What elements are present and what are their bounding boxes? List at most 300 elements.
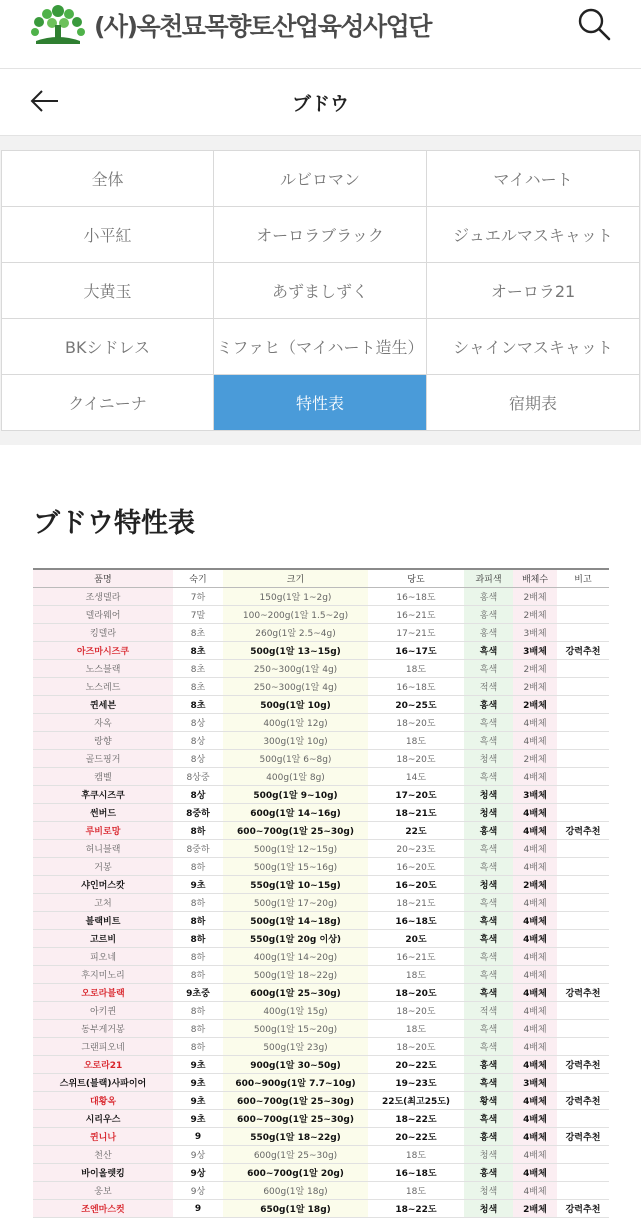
skin-color-cell: 홍색 [464, 822, 513, 840]
logo[interactable] [30, 3, 431, 47]
sugar-cell: 22도(최고25도) [368, 1092, 464, 1110]
table-row [33, 1146, 609, 1164]
skin-color-cell: 흑색 [464, 930, 513, 948]
skin-color-cell: 청색 [464, 1146, 513, 1164]
variety-cell: 루비로망 [33, 822, 173, 840]
category-tab[interactable]: ルビロマン [214, 151, 427, 207]
note-cell: 강력추천 [557, 822, 609, 840]
variety-cell: 퀸니나 [33, 1128, 173, 1146]
note-cell [557, 1182, 609, 1200]
search-button[interactable] [577, 7, 611, 41]
size-cell: 400g(1알 14~20g) [223, 948, 368, 966]
table-row [33, 1038, 609, 1056]
ploidy-cell: 4배체 [513, 894, 557, 912]
ploidy-cell: 4배체 [513, 714, 557, 732]
note-cell [557, 930, 609, 948]
table-row [33, 930, 609, 948]
category-tab[interactable]: マイハート [427, 151, 640, 207]
variety-cell: 델라웨어 [33, 606, 173, 624]
category-tab[interactable]: 全体 [2, 151, 214, 207]
variety-cell: 랑향 [33, 732, 173, 750]
sugar-cell: 16~18도 [368, 678, 464, 696]
ripening-cell: 9초 [173, 1110, 223, 1128]
size-cell: 600g(1알 14~16g) [223, 804, 368, 822]
size-cell: 500g(1알 10g) [223, 696, 368, 714]
note-cell [557, 948, 609, 966]
note-cell [557, 696, 609, 714]
table-row [33, 822, 609, 840]
variety-cell: 후지미노리 [33, 966, 173, 984]
size-cell: 500g(1알 13~15g) [223, 642, 368, 660]
note-cell: 강력추천 [557, 1056, 609, 1074]
sugar-cell: 16~18도 [368, 1164, 464, 1182]
note-cell: 강력추천 [557, 984, 609, 1002]
variety-cell: 시리우스 [33, 1110, 173, 1128]
table-row [33, 768, 609, 786]
size-cell: 250~300g(1알 4g) [223, 660, 368, 678]
ploidy-cell: 4배체 [513, 948, 557, 966]
variety-cell: 거봉 [33, 858, 173, 876]
variety-cell: 허니블랙 [33, 840, 173, 858]
table-row [33, 1200, 609, 1218]
variety-cell: 웅보 [33, 1182, 173, 1200]
skin-color-cell: 홍색 [464, 1164, 513, 1182]
note-cell [557, 804, 609, 822]
ripening-cell: 8하 [173, 858, 223, 876]
size-cell: 250~300g(1알 4g) [223, 678, 368, 696]
size-cell: 400g(1알 12g) [223, 714, 368, 732]
ploidy-cell: 4배체 [513, 1146, 557, 1164]
skin-color-cell: 흑색 [464, 660, 513, 678]
size-cell: 600g(1알 25~30g) [223, 1146, 368, 1164]
note-cell [557, 786, 609, 804]
table-row [33, 1056, 609, 1074]
size-cell: 150g(1알 1~2g) [223, 588, 368, 606]
size-cell: 600g(1알 25~30g) [223, 984, 368, 1002]
table-row [33, 750, 609, 768]
note-cell [557, 1020, 609, 1038]
ripening-cell: 8초 [173, 624, 223, 642]
size-cell: 500g(1알 18~22g) [223, 966, 368, 984]
variety-cell: 킹델라 [33, 624, 173, 642]
ripening-cell: 8중하 [173, 804, 223, 822]
header-note: 비고 [557, 569, 609, 588]
ripening-cell: 8상 [173, 750, 223, 768]
size-cell: 550g(1알 20g 이상) [223, 930, 368, 948]
ripening-cell: 9상 [173, 1164, 223, 1182]
ripening-cell: 9상 [173, 1182, 223, 1200]
sugar-cell: 18도 [368, 966, 464, 984]
header-variety: 품명 [33, 569, 173, 588]
ripening-cell: 8초 [173, 660, 223, 678]
ripening-cell: 7말 [173, 606, 223, 624]
note-cell [557, 624, 609, 642]
skin-color-cell: 흑색 [464, 732, 513, 750]
variety-cell: 노스블랙 [33, 660, 173, 678]
ripening-cell: 8하 [173, 930, 223, 948]
table-row [33, 624, 609, 642]
note-cell [557, 894, 609, 912]
size-cell: 100~200g(1알 1.5~2g) [223, 606, 368, 624]
category-tab[interactable]: 小平紅 [2, 207, 214, 263]
variety-cell: 동부게거봉 [33, 1020, 173, 1038]
table-row [33, 840, 609, 858]
ploidy-cell: 4배체 [513, 1092, 557, 1110]
sugar-cell: 16~20도 [368, 858, 464, 876]
note-cell [557, 606, 609, 624]
variety-cell: 조생델라 [33, 588, 173, 606]
sugar-cell: 16~21도 [368, 606, 464, 624]
sugar-cell: 18~21도 [368, 894, 464, 912]
ploidy-cell: 2배체 [513, 696, 557, 714]
size-cell: 600~700g(1알 25~30g) [223, 1092, 368, 1110]
ploidy-cell: 2배체 [513, 660, 557, 678]
variety-cell: 오로라블랙 [33, 984, 173, 1002]
header-sugar: 당도 [368, 569, 464, 588]
sugar-cell: 16~20도 [368, 876, 464, 894]
skin-color-cell: 청색 [464, 750, 513, 768]
variety-cell: 오로라21 [33, 1056, 173, 1074]
skin-color-cell: 흑색 [464, 1020, 513, 1038]
section-title: ブドウ特性表 [33, 508, 195, 539]
ripening-cell: 8초 [173, 696, 223, 714]
size-cell: 260g(1알 2.5~4g) [223, 624, 368, 642]
ploidy-cell: 3배체 [513, 1074, 557, 1092]
category-grid [1, 150, 640, 431]
ploidy-cell: 4배체 [513, 804, 557, 822]
sugar-cell: 18~20도 [368, 1002, 464, 1020]
ploidy-cell: 2배체 [513, 1200, 557, 1218]
skin-color-cell: 홍색 [464, 606, 513, 624]
note-cell: 강력추천 [557, 1128, 609, 1146]
variety-cell: 퀸세븐 [33, 696, 173, 714]
variety-cell: 피오네 [33, 948, 173, 966]
note-cell: 강력추천 [557, 1092, 609, 1110]
table-row [33, 858, 609, 876]
ploidy-cell: 2배체 [513, 678, 557, 696]
size-cell: 550g(1알 18~22g) [223, 1128, 368, 1146]
note-cell [557, 768, 609, 786]
ploidy-cell: 4배체 [513, 1128, 557, 1146]
category-tab[interactable]: オーロラ21 [427, 263, 640, 319]
size-cell: 500g(1알 12~15g) [223, 840, 368, 858]
ripening-cell: 9 [173, 1128, 223, 1146]
category-tab[interactable]: 特性表 [214, 375, 427, 431]
table-row [33, 606, 609, 624]
size-cell: 500g(1알 9~10g) [223, 786, 368, 804]
variety-cell: 썬버드 [33, 804, 173, 822]
sugar-cell: 18~20도 [368, 984, 464, 1002]
note-cell [557, 912, 609, 930]
table-row [33, 912, 609, 930]
header-ripening: 숙기 [173, 569, 223, 588]
sugar-cell: 18~22도 [368, 1110, 464, 1128]
category-tab[interactable]: BKシドレス [2, 319, 214, 375]
skin-color-cell: 청색 [464, 1182, 513, 1200]
variety-cell: 고처 [33, 894, 173, 912]
ripening-cell: 8중하 [173, 840, 223, 858]
table-row [33, 660, 609, 678]
ripening-cell: 8하 [173, 1002, 223, 1020]
sugar-cell: 16~18도 [368, 588, 464, 606]
note-cell [557, 966, 609, 984]
variety-cell: 스위트(블랙)사파이어 [33, 1074, 173, 1092]
ploidy-cell: 2배체 [513, 750, 557, 768]
note-cell [557, 750, 609, 768]
note-cell [557, 876, 609, 894]
sugar-cell: 18도 [368, 1146, 464, 1164]
variety-cell: 노스레드 [33, 678, 173, 696]
tree-logo-icon [30, 3, 86, 47]
skin-color-cell: 홍색 [464, 1128, 513, 1146]
variety-cell: 블랙비트 [33, 912, 173, 930]
variety-cell: 대황옥 [33, 1092, 173, 1110]
ploidy-cell: 4배체 [513, 984, 557, 1002]
ripening-cell: 8하 [173, 1038, 223, 1056]
ripening-cell: 9초 [173, 1092, 223, 1110]
ploidy-cell: 2배체 [513, 588, 557, 606]
top-header [0, 0, 641, 69]
table-header-row [33, 569, 609, 588]
ploidy-cell: 4배체 [513, 768, 557, 786]
ripening-cell: 9상 [173, 1146, 223, 1164]
skin-color-cell: 청색 [464, 804, 513, 822]
skin-color-cell: 홍색 [464, 696, 513, 714]
size-cell: 300g(1알 10g) [223, 732, 368, 750]
skin-color-cell: 흑색 [464, 912, 513, 930]
category-tab[interactable]: 大黄玉 [2, 263, 214, 319]
category-menu [0, 136, 641, 445]
category-tab[interactable]: ジュエルマスキャット [427, 207, 640, 263]
table-row [33, 1074, 609, 1092]
ploidy-cell: 4배체 [513, 1056, 557, 1074]
table-row [33, 894, 609, 912]
skin-color-cell: 흑색 [464, 714, 513, 732]
sugar-cell: 22도 [368, 822, 464, 840]
size-cell: 600~700g(1알 20g) [223, 1164, 368, 1182]
sugar-cell: 17~21도 [368, 624, 464, 642]
skin-color-cell: 청색 [464, 786, 513, 804]
note-cell [557, 1110, 609, 1128]
table-row [33, 678, 609, 696]
ploidy-cell: 4배체 [513, 930, 557, 948]
ploidy-cell: 4배체 [513, 1038, 557, 1056]
sugar-cell: 18도 [368, 732, 464, 750]
ripening-cell: 8상 [173, 732, 223, 750]
ripening-cell: 9초 [173, 1074, 223, 1092]
header-size: 크기 [223, 569, 368, 588]
sugar-cell: 18도 [368, 660, 464, 678]
skin-color-cell: 흑색 [464, 984, 513, 1002]
sugar-cell: 18~22도 [368, 1200, 464, 1218]
variety-cell: 그랜피오네 [33, 1038, 173, 1056]
sugar-cell: 18~21도 [368, 804, 464, 822]
grape-characteristics-table [33, 568, 609, 1218]
skin-color-cell: 흑색 [464, 948, 513, 966]
skin-color-cell: 흑색 [464, 1038, 513, 1056]
category-tab[interactable]: クイニーナ [2, 375, 214, 431]
sugar-cell: 16~17도 [368, 642, 464, 660]
ripening-cell: 8하 [173, 894, 223, 912]
skin-color-cell: 홍색 [464, 624, 513, 642]
note-cell [557, 858, 609, 876]
table-row [33, 804, 609, 822]
sugar-cell: 20~25도 [368, 696, 464, 714]
size-cell: 600~900g(1알 7.7~10g) [223, 1074, 368, 1092]
table-row [33, 1002, 609, 1020]
note-cell [557, 1164, 609, 1182]
ploidy-cell: 4배체 [513, 1182, 557, 1200]
variety-cell: 바이올렛킹 [33, 1164, 173, 1182]
sugar-cell: 20~22도 [368, 1128, 464, 1146]
ripening-cell: 8초 [173, 642, 223, 660]
skin-color-cell: 적색 [464, 1002, 513, 1020]
category-tab[interactable]: 宿期表 [427, 375, 640, 431]
table-row [33, 1164, 609, 1182]
sugar-cell: 18~20도 [368, 714, 464, 732]
skin-color-cell: 흑색 [464, 894, 513, 912]
category-tab[interactable]: あずましずく [214, 263, 427, 319]
table-row [33, 1128, 609, 1146]
skin-color-cell: 흑색 [464, 840, 513, 858]
title-bar [0, 69, 641, 136]
sugar-cell: 18도 [368, 1182, 464, 1200]
ploidy-cell: 4배체 [513, 912, 557, 930]
ripening-cell: 8초 [173, 678, 223, 696]
ripening-cell: 8상중 [173, 768, 223, 786]
variety-cell: 아키퀸 [33, 1002, 173, 1020]
variety-cell: 고르비 [33, 930, 173, 948]
ploidy-cell: 4배체 [513, 1110, 557, 1128]
size-cell: 600g(1알 18g) [223, 1182, 368, 1200]
ripening-cell: 8상 [173, 714, 223, 732]
skin-color-cell: 홍색 [464, 1056, 513, 1074]
ripening-cell: 8하 [173, 912, 223, 930]
variety-cell: 캠벨 [33, 768, 173, 786]
skin-color-cell: 흑색 [464, 1110, 513, 1128]
size-cell: 900g(1알 30~50g) [223, 1056, 368, 1074]
ploidy-cell: 2배체 [513, 606, 557, 624]
table-row [33, 732, 609, 750]
search-icon [577, 7, 611, 41]
category-tab[interactable]: ミファヒ（マイハート造生） [214, 319, 427, 375]
note-cell [557, 1074, 609, 1092]
category-tab[interactable]: シャインマスキャット [427, 319, 640, 375]
table-row [33, 1182, 609, 1200]
note-cell [557, 588, 609, 606]
variety-cell: 아즈마시즈쿠 [33, 642, 173, 660]
ripening-cell: 8하 [173, 822, 223, 840]
size-cell: 400g(1알 8g) [223, 768, 368, 786]
ploidy-cell: 4배체 [513, 1002, 557, 1020]
variety-cell: 조엔마스컷 [33, 1200, 173, 1218]
size-cell: 500g(1알 15~16g) [223, 858, 368, 876]
note-cell: 강력추천 [557, 642, 609, 660]
ploidy-cell: 4배체 [513, 966, 557, 984]
sugar-cell: 16~21도 [368, 948, 464, 966]
table-row [33, 1020, 609, 1038]
skin-color-cell: 흑색 [464, 768, 513, 786]
sugar-cell: 20도 [368, 930, 464, 948]
size-cell: 500g(1알 14~18g) [223, 912, 368, 930]
ploidy-cell: 4배체 [513, 858, 557, 876]
skin-color-cell: 흑색 [464, 1074, 513, 1092]
ripening-cell: 9 [173, 1200, 223, 1218]
table-row [33, 588, 609, 606]
ripening-cell: 9초중 [173, 984, 223, 1002]
variety-cell: 후쿠시즈쿠 [33, 786, 173, 804]
ploidy-cell: 4배체 [513, 840, 557, 858]
ploidy-cell: 3배체 [513, 642, 557, 660]
ploidy-cell: 2배체 [513, 876, 557, 894]
note-cell [557, 1002, 609, 1020]
ripening-cell: 8상 [173, 786, 223, 804]
size-cell: 500g(1알 17~20g) [223, 894, 368, 912]
category-tab[interactable]: オーロラブラック [214, 207, 427, 263]
page-title: ブドウ [291, 93, 349, 115]
sugar-cell: 18도 [368, 1020, 464, 1038]
ripening-cell: 9초 [173, 876, 223, 894]
table-row [33, 714, 609, 732]
ripening-cell: 8하 [173, 1020, 223, 1038]
ploidy-cell: 4배체 [513, 1164, 557, 1182]
ploidy-cell: 4배체 [513, 732, 557, 750]
ripening-cell: 8하 [173, 948, 223, 966]
table-row [33, 786, 609, 804]
skin-color-cell: 흑색 [464, 642, 513, 660]
size-cell: 400g(1알 15g) [223, 1002, 368, 1020]
table-row [33, 696, 609, 714]
size-cell: 500g(1알 6~8g) [223, 750, 368, 768]
table-row [33, 876, 609, 894]
size-cell: 600~700g(1알 25~30g) [223, 822, 368, 840]
skin-color-cell: 적색 [464, 678, 513, 696]
table-row [33, 948, 609, 966]
ploidy-cell: 4배체 [513, 1020, 557, 1038]
size-cell: 500g(1알 23g) [223, 1038, 368, 1056]
size-cell: 650g(1알 18g) [223, 1200, 368, 1218]
table-row [33, 642, 609, 660]
sugar-cell: 18~20도 [368, 1038, 464, 1056]
ploidy-cell: 3배체 [513, 786, 557, 804]
table-row [33, 984, 609, 1002]
table-row [33, 1110, 609, 1128]
note-cell [557, 1038, 609, 1056]
skin-color-cell: 흑색 [464, 966, 513, 984]
note-cell [557, 678, 609, 696]
header-ploidy: 배체수 [513, 569, 557, 588]
variety-cell: 자옥 [33, 714, 173, 732]
size-cell: 550g(1알 10~15g) [223, 876, 368, 894]
size-cell: 600~700g(1알 25~30g) [223, 1110, 368, 1128]
variety-cell: 골드핑거 [33, 750, 173, 768]
skin-color-cell: 청색 [464, 1200, 513, 1218]
header-skin-color: 과피색 [464, 569, 513, 588]
ploidy-cell: 3배체 [513, 624, 557, 642]
note-cell [557, 1146, 609, 1164]
note-cell [557, 660, 609, 678]
ploidy-cell: 4배체 [513, 822, 557, 840]
variety-cell: 샤인머스캇 [33, 876, 173, 894]
skin-color-cell: 청색 [464, 876, 513, 894]
skin-color-cell: 황색 [464, 1092, 513, 1110]
skin-color-cell: 흑색 [464, 858, 513, 876]
size-cell: 500g(1알 15~20g) [223, 1020, 368, 1038]
sugar-cell: 17~20도 [368, 786, 464, 804]
ripening-cell: 9초 [173, 1056, 223, 1074]
sugar-cell: 18~20도 [368, 750, 464, 768]
ripening-cell: 7하 [173, 588, 223, 606]
